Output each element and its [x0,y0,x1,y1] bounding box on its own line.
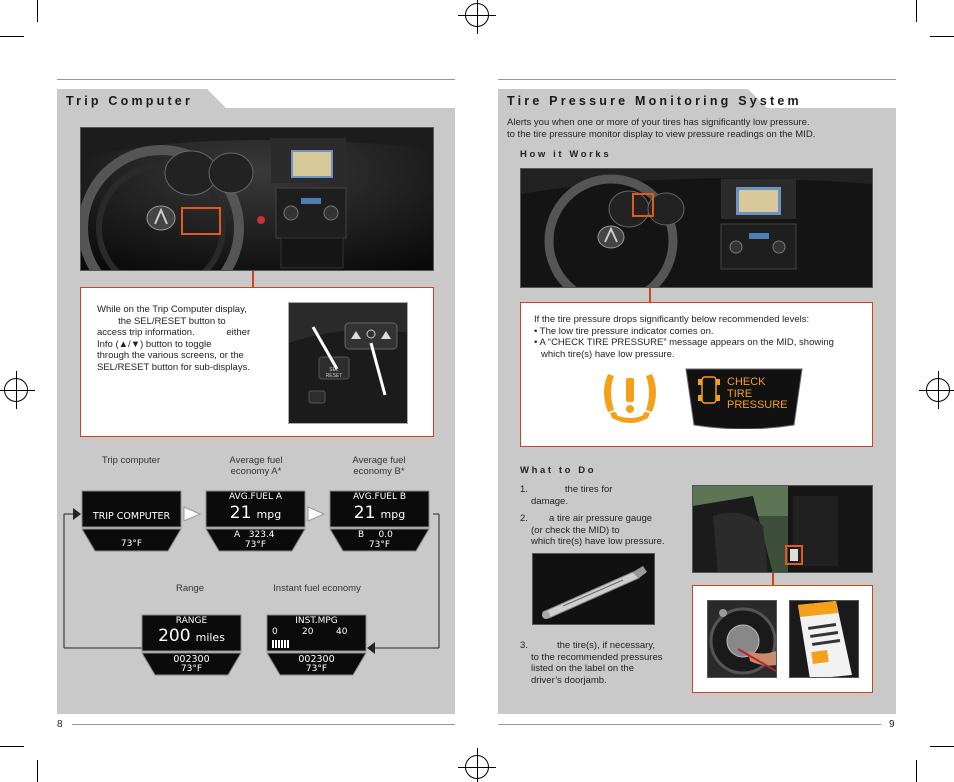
screen-temp: 73°F [120,539,143,549]
top-rule [57,79,455,80]
screen-value [140,626,243,646]
caption-range: Range [176,583,204,594]
page-title: Tire Pressure Monitoring System [507,94,802,108]
how-intro: If the tire pressure drops significantly below recommended levels: [534,314,810,325]
scale-label: 40 [336,627,348,637]
mid-screen-range [140,613,243,677]
step-line: (or check the MID) to [531,524,620,536]
page-number: 9 [889,719,895,730]
screen-temp: 73°F [368,540,391,550]
low-tire-pressure-indicator-icon [598,366,662,426]
step-line [520,640,690,652]
screen-temp: 73°F [180,664,203,674]
range-unit: miles [195,631,225,644]
screen-temp: 73°F [305,664,328,674]
info-line: SEL/RESET button for sub-displays. [97,361,250,373]
screen-odometer: 002300 [173,654,210,665]
caption-instant-fuel-economy: Instant fuel economy [273,583,361,594]
driver-door-illustration [693,486,873,573]
crop-mark [930,746,954,747]
tpms-how-text [534,314,864,360]
check-line: CHECK [727,376,766,388]
step-line: listed on the label on the [531,663,634,674]
tpms-intro [507,117,887,140]
crop-mark [916,760,917,782]
sel-reset-label: SEL [329,367,339,373]
mid-screen-instant-mpg [265,613,368,677]
info-line: Info (▲/▼) button to toggle [97,338,212,350]
crop-mark [930,36,954,37]
inflating-tire-photo [707,600,777,678]
screen-odometer: 002300 [298,654,335,665]
bullet-text: The low tire pressure indicator comes on. [539,325,714,337]
registration-mark [465,755,489,779]
steering-buttons-illustration [289,303,408,424]
intro-line: Alerts you when one or more of your tires has significantly low pressure. [507,117,810,128]
crop-mark [37,0,38,22]
tire-pressure-label-photo [789,600,859,678]
registration-mark [926,378,950,402]
bullet [534,337,864,349]
page-number: 8 [57,719,63,730]
bottom-rule [498,724,881,725]
callout-line [772,573,774,585]
tpms-dashboard-photo [520,168,873,288]
tire-gauge-photo [532,553,655,625]
caption-avg-fuel-b [328,455,430,477]
check-line: TIRE [727,387,753,400]
screen-title: TRIP COMPUTER [92,511,171,522]
caption-trip-computer: Trip computer [101,455,161,466]
fuel-unit: mpg [256,508,282,521]
step-line: driver’s doorjamb. [531,674,607,686]
scale-label: 20 [302,627,314,637]
sub-label: B [358,530,365,540]
check-tire-pressure-screen [682,367,806,429]
step-line: to the recommended pressures [531,651,663,663]
caption-line: economy B* [353,466,405,477]
fuel-value: 21 [229,503,252,523]
step-line [520,513,690,525]
driver-door-photo [692,485,873,573]
how-it-works-heading: How it Works [520,149,612,160]
bullet-continuation: which tire(s) have low pressure. [541,348,675,360]
callout-line [252,271,254,287]
crop-mark [37,760,38,782]
step-text: a tire air pressure gauge [530,513,653,524]
step-number: 2. [520,513,528,524]
crop-mark [916,0,917,22]
step-number: 3. [520,640,528,651]
trip-info-text [97,304,272,373]
dashboard-illustration [81,128,434,271]
fuel-value: 21 [353,503,376,523]
step-1 [520,484,685,507]
sub-value: 323.4 [248,530,275,540]
sub-label: A [234,530,241,540]
bottom-rule [72,724,455,725]
step-line: which tire(s) have low pressure. [531,536,665,547]
screen-title: RANGE [175,616,208,626]
tire-gauge-illustration [533,554,655,625]
step-line [520,484,685,496]
sel-reset-label: RESET [325,373,343,379]
sub-value: 0.0 [378,530,393,540]
caption-avg-fuel-a [205,455,307,477]
tire-label-illustration [790,601,859,678]
steering-buttons-photo [288,302,408,424]
step-3 [520,640,690,686]
caption-line: Average fuel [229,455,283,466]
caption-line: Average fuel [352,455,406,466]
bullet-dot: • [534,337,540,348]
what-to-do-heading: What to Do [520,465,597,476]
screen-title: AVG.FUEL A [228,492,283,502]
info-line: through the various screens, or the [97,350,244,361]
registration-mark [465,3,489,27]
intro-line: to the tire pressure monitor display to view pressure readings on the MID. [507,128,816,140]
step-text: the tires for [530,484,613,495]
step-2 [520,513,690,548]
step-text: the tire(s), if necessary, [530,640,655,651]
step-number: 1. [520,484,528,495]
dashboard-illustration [521,169,873,288]
bullet-text: A “CHECK TIRE PRESSURE” message appears on the MID, showing [539,337,834,348]
check-message [727,377,788,412]
step-line: damage. [531,495,568,507]
dashboard-photo [80,127,434,271]
screen-title: AVG.FUEL B [352,492,407,502]
scale-label: 0 [272,627,278,637]
bullet-dot: • [534,325,540,337]
flow-arrows [57,480,455,660]
inflating-tire-illustration [708,601,777,678]
info-line: access trip information. either [97,327,251,338]
registration-mark [4,378,28,402]
bullet [534,326,864,338]
top-rule [498,79,896,80]
instant-mpg-bar [272,640,360,648]
screen-title: INST.MPG [295,616,338,626]
caption-line: economy A* [230,466,282,477]
page-title: Trip Computer [66,94,194,108]
crop-mark [0,746,24,747]
callout-line [649,288,651,302]
check-line: PRESSURE [727,399,788,411]
screen-temp: 73°F [244,540,267,550]
info-line: the SEL/RESET button to [97,315,226,327]
fuel-unit: mpg [380,508,406,521]
range-value: 200 [158,626,191,646]
crop-mark [0,36,24,37]
instant-mpg-bar-fill [272,640,290,648]
info-line: While on the Trip Computer display, [97,304,247,315]
